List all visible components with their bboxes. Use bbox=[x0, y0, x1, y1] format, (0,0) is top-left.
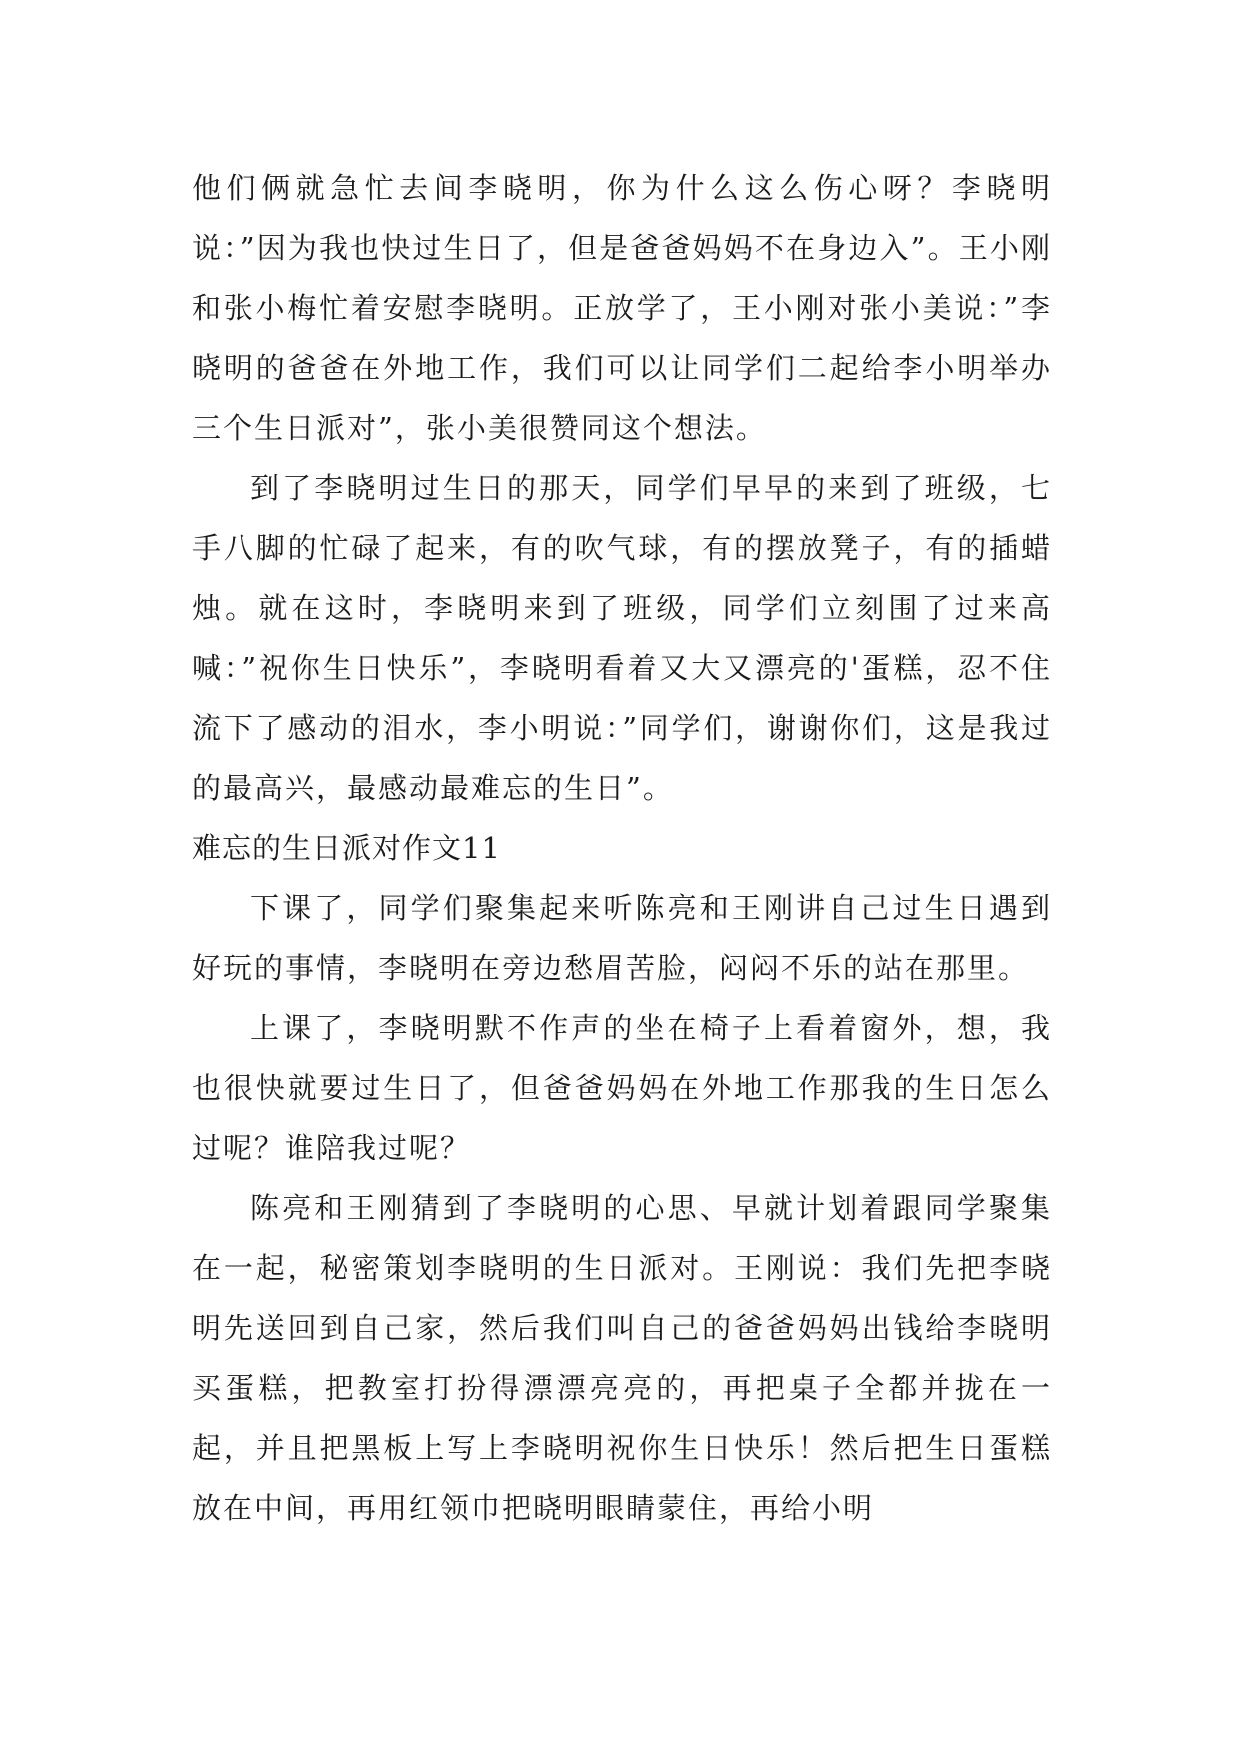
paragraph-4: 上课了，李晓明默不作声的坐在椅子上看着窗外，想，我也很快就要过生日了，但爸爸妈妈在外地工作那我的生日怎么过呢？谁陪我过呢？ bbox=[192, 1011, 1052, 1165]
paragraph-2: 到了李晓明过生日的那天，同学们早早的来到了班级，七手八脚的忙碌了起来，有的吹气球，有的摆放凳子，有的插蜡烛。就在这时，李晓明来到了班级，同学们立刻围了过来高喊：”祝你生日快乐”，李晓明看着又大又漂亮的'蛋糕，忍不住流下了感动的泪水，李小明说：”同学们，谢谢你们，这是我过的最高兴，最感动最难忘的生日”。 bbox=[192, 471, 1052, 805]
paragraph-5: 陈亮和王刚猜到了李晓明的心思、早就计划着跟同学聚集在一起，秘密策划李晓明的生日派对。王刚说：我们先把李晓明先送回到自己家，然后我们叫自己的爸爸妈妈出钱给李晓明买蛋糕，把教室打扮得漂漂亮亮的，再把桌子全都并拢在一起，并且把黑板上写上李晓明祝你生日快乐！然后把生日蛋糕放在中间，再用红领巾把晓明眼睛蒙住，再给小明 bbox=[192, 1191, 1052, 1525]
paragraph-1: 他们俩就急忙去间李晓明，你为什么这么伤心呀？李晓明说：”因为我也快过生日了，但是爸爸妈妈不在身边入”。王小刚和张小梅忙着安慰李晓明。正放学了，王小刚对张小美说：”李晓明的爸爸在外地工作，我们可以让同学们二起给李小明举办三个生日派对”，张小美很赞同这个想法。 bbox=[192, 171, 1052, 445]
paragraph-3: 下课了，同学们聚集起来听陈亮和王刚讲自己过生日遇到好玩的事情，李晓明在旁边愁眉苦脸，闷闷不乐的站在那里。 bbox=[192, 891, 1052, 985]
section-heading: 难忘的生日派对作文11 bbox=[192, 831, 501, 865]
document-body bbox=[192, 158, 1052, 1538]
